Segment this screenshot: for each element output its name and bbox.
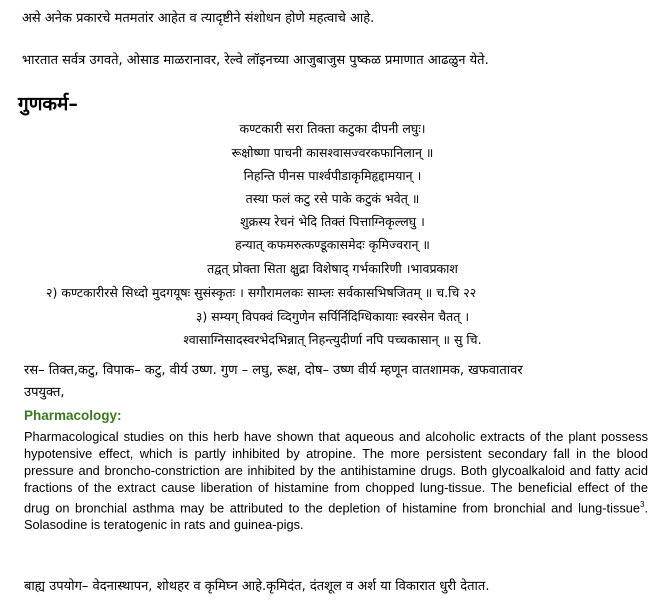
pharmacology-tail: . Solasodine is teratogenic in rats and guinea-pigs.: [24, 500, 648, 533]
verse-line: हन्यात् कफमरुत्कण्डूकासमेदः कृमिज्वरान् ॥: [235, 237, 430, 252]
verse-line: कण्टकारी सरा तिक्ता कटुका दीपनी लघुः।: [239, 121, 426, 136]
pharmacology-text: Pharmacological studies on this herb have shown that aqueous and alcoholic extracts of the plant possess hypotensive effect, which is partly inhibited by atropine. The more persistent secondary fall in the blood pressure and broncho-constriction are inhibited by the antihistamine drugs. Both glycoalkaloid and fatty acid fractions of the extract cause liberation of histamine from chopped lung-tissue. The beneficial effect of the drug on bronchial asthma may be attributed to the depletion of histamine from bronchial and lung-tissue: [24, 429, 648, 516]
footnote-mark: 3: [639, 500, 645, 509]
pharmacology-title: Pharmacology:: [24, 408, 122, 423]
verse-line: २) कण्टकारीरसे सिध्दो मुदगयूषः सुसंस्कृतः । सगौरामलकः साम्लः सर्वकासभिषजितम् ॥ च.चि २२: [46, 285, 477, 300]
verse-line: रूक्षोष्णा पाचनी कासश्वासज्वरकफानिलान् ॥: [231, 145, 434, 160]
bahya-line: बाह्य उपयोग– वेदनास्थापन, शोथहर व कृमिघ्न आहे.कृमिदंत, दंतशूल व अर्श या विकारात धुरी देतात.: [24, 579, 490, 594]
gunakarma-heading: गुणकर्म–: [18, 93, 78, 115]
verse-line: शुक्रस्य रेचनं भेदि तिक्तं पित्ताग्निकृल्लघु ।: [240, 214, 425, 229]
verse-line: ३) सम्यग् विपक्वं व्दिगुणेन सर्पिर्निदिग्धिकायाः स्वरसेन चैतत् ।: [195, 309, 470, 324]
habitat-line: भारतात सर्वत्र उगवते, ओसाड माळरानावर, रेल्वे लॉइनच्या आजुबाजुस पुष्कळ प्रमाणात आढळुन येते.: [22, 53, 489, 68]
pharmacology-body: [24, 428, 648, 533]
rasa-line: रस– तिक्त,कटु, विपाक– कटु, वीर्य उष्ण. गुण – लघु, रूक्ष, दोष– उष्ण वीर्य म्हणून वातशामक, खफवातावर: [24, 363, 523, 378]
verse-line: निहन्ति पीनस पार्श्वपीडाकृमिहृद्दामयान् ।: [243, 168, 422, 183]
verse-line: श्वासाग्निसादस्वरभेदभिन्नात् निहन्त्युदीर्णा नपि पच्चकासान् ॥ सु चि.: [183, 332, 482, 347]
verse-line: तस्या फलं कटु रसे पाके कटुकं भवेत् ॥: [245, 191, 420, 206]
verse-line: तद्वत् प्रोक्ता सिता क्षुद्रा विशेषाद् गर्भकारिणी ।भावप्रकाश: [207, 261, 458, 276]
rasa-line-cont: उपयुक्त,: [24, 385, 65, 400]
intro-line: असे अनेक प्रकारचे मतमतांर आहेत व त्यादृष्टीने संशोधन होणे महत्वाचे आहे.: [22, 11, 375, 26]
